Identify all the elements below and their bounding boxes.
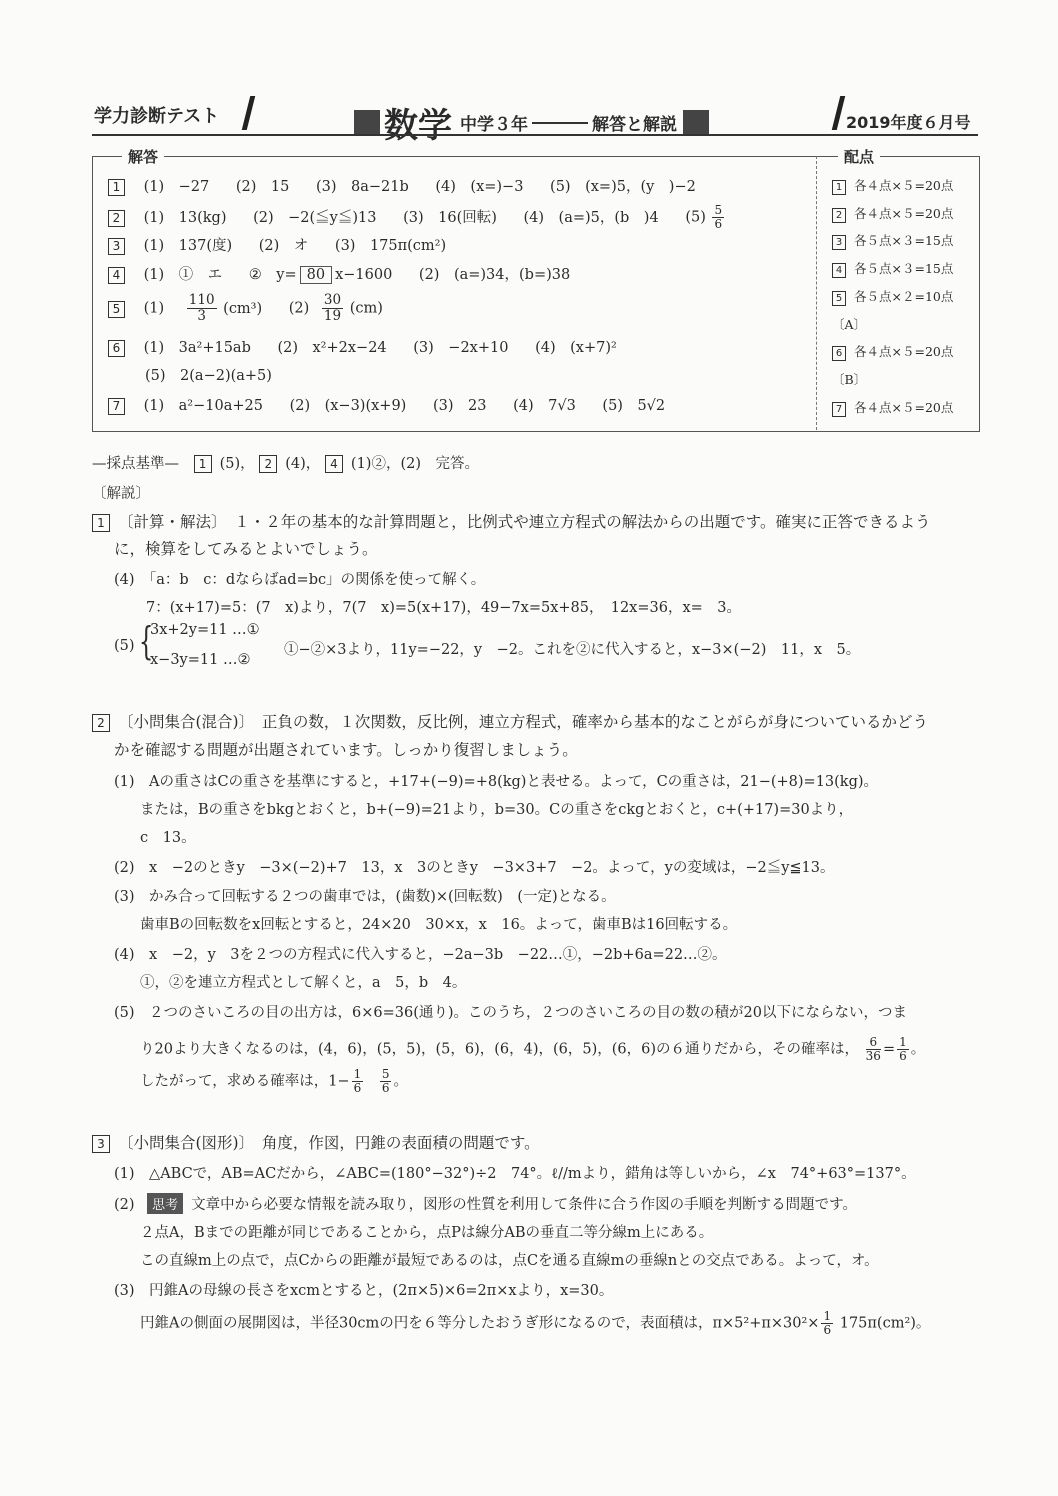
answer-item: (1) 13(kg) <box>143 209 227 226</box>
criteria-label: —採点基準— <box>92 456 179 472</box>
fraction <box>352 1068 364 1095</box>
s2-line: (5) ２つのさいころの目の出方は，6×6=36(通り)。このうち，２つのさいころの目の数の積が20以下にならない，つま <box>114 1005 907 1021</box>
answer-title: 解答と解説 <box>592 115 677 135</box>
s3-text: 175π(cm²)。 <box>839 1315 931 1332</box>
s3-text: 文章中から必要な情報を読み取り，図形の性質を利用して条件に合う作図の手順を判断する問題です。 <box>191 1197 858 1213</box>
question-number: 6 <box>832 346 846 361</box>
s1-item-label: (5) <box>114 638 135 654</box>
question-number: 1 <box>832 180 846 195</box>
answer-item: (5) <box>685 209 706 226</box>
answer-item: (2) <box>288 300 310 317</box>
fraction-denominator: 6 <box>714 217 723 231</box>
question-number: 3 <box>108 238 125 255</box>
system-eq-2: x−3y=11 …② <box>150 652 251 668</box>
test-name: 学力診断テスト <box>94 106 220 127</box>
answer-item: (5) 2(a−2)(a+5) <box>145 368 272 384</box>
answer-item: (cm³) <box>223 300 263 317</box>
answer-item: (2) 15 <box>235 179 290 195</box>
s2-text: り20より大きくなるのは，(4，6)，(5，5)，(5，6)，(6，4)，(6，5)，(6，6)の６通りだから，その確率は， <box>140 1041 860 1058</box>
question-number: 1 <box>92 514 110 532</box>
question-number: 2 <box>92 714 110 732</box>
question-number: 5 <box>832 291 846 306</box>
answer-item: (3) −2x+10 <box>413 340 509 356</box>
period: 。 <box>910 1041 926 1058</box>
subject-mark-right <box>683 110 709 136</box>
answer-item: (1) a²−10a+25 <box>143 398 263 414</box>
answer-item: (2) オ <box>258 238 309 254</box>
s2-line: (2) x −2のときy −3×(−2)+7 13，x 3のときy −3×3+7 −2。よって，yの変域は，−2≦y≦13。 <box>114 860 835 876</box>
answer-item: (3) 175π(cm²) <box>334 238 447 254</box>
s3-line-think <box>114 1193 857 1214</box>
s3-text: 円錐Aの側面の展開図は，半径30cmの円を６等分したおうぎ形になるので，表面積は，π×5²+π×30²× <box>140 1315 820 1332</box>
answer-item: (4) (x=)−3 <box>435 179 524 195</box>
answer-item: (1) −27 <box>143 179 210 195</box>
score-text: 各５点×３=15点 <box>854 233 954 248</box>
answer-row-5 <box>108 293 383 324</box>
header-slash-right <box>832 96 845 130</box>
answer-row-4 <box>108 263 592 284</box>
section-title-text: 〔小問集合(図形)〕 角度，作図，円錐の表面積の問題です。 <box>118 1134 540 1152</box>
score-row <box>832 287 953 306</box>
question-number: 1 <box>108 179 125 196</box>
score-text: 各４点×５=20点 <box>854 400 954 415</box>
s2-line: または，Bの重さをbkgとおくと，b+(−9)=21より，b=30。Cの重さをckgとおくと，c+(+17)=30より， <box>140 802 854 818</box>
s2-line-prob <box>140 1036 925 1063</box>
answer-item: (3) 16(回転) <box>403 209 497 226</box>
answers-label: 解答 <box>122 146 164 167</box>
score-row <box>832 259 953 278</box>
fraction-denominator: 3 <box>197 308 206 324</box>
answer-row-1 <box>108 175 718 196</box>
answer-item: (1) 3a²+15ab <box>143 340 251 356</box>
fraction-numerator: 30 <box>323 292 342 308</box>
section-title-text: 〔小問集合(混合)〕 正負の数，１次関数，反比例，連立方程式，確率から基本的なことがらが身についているかどう <box>118 713 929 731</box>
subject-mark-left <box>354 110 380 136</box>
s1-line: ①−②×3より，11y=−22，y −2。これを②に代入すると，x−3×(−2) 11，x 5。 <box>284 642 861 658</box>
fraction <box>897 1036 909 1063</box>
question-number: 2 <box>259 455 277 473</box>
score-text: 各４点×５=20点 <box>854 344 954 359</box>
s3-line: この直線m上の点で，点Cからの距離が最短であるのは，点Cを通る直線mの垂線nとの交点である。よって，オ。 <box>140 1253 879 1269</box>
answer-item: (5) 5√2 <box>602 398 666 414</box>
question-number: 4 <box>108 267 125 284</box>
s2-line: c 13。 <box>140 830 196 846</box>
scoring-criteria <box>92 452 479 473</box>
question-number: 4 <box>325 455 343 473</box>
s2-text: したがって，求める確率は，1− <box>140 1073 350 1090</box>
fraction <box>380 1068 392 1095</box>
question-number: 3 <box>832 235 846 250</box>
answer-item: (2) −2(≦y≦)13 <box>253 209 377 226</box>
answer-item: (1) <box>143 300 165 317</box>
fraction-denominator: 36 <box>865 1049 881 1063</box>
period: 。 <box>393 1073 408 1090</box>
answer-item: (2) (a=)34，(b=)38 <box>418 267 571 283</box>
answer-row-3 <box>108 234 468 255</box>
fraction-numerator: 5 <box>714 203 723 217</box>
answer-fraction <box>322 293 343 324</box>
s1-line: 7：(x+17)=5：(7 x)より，7(7 x)=5(x+17)，49−7x=5x+85， 12x=36，x= 3。 <box>146 600 742 616</box>
scores-label: 配点 <box>838 146 880 167</box>
answer-item: (4) (a=)5，(b )4 <box>523 209 659 226</box>
s2-line: (1) Aの重さはCの重さを基準にすると，+17+(−9)=+8(kg)と表せる。よって，Cの重さは，21−(+8)=13(kg)。 <box>114 774 879 790</box>
header-dash <box>532 122 588 124</box>
score-group-label: 〔A〕 <box>832 317 867 332</box>
header-rule <box>92 134 978 136</box>
grade-label: 中学３年 <box>460 115 528 135</box>
criteria-text: (4)， <box>285 456 321 472</box>
fraction-denominator: 6 <box>823 1323 832 1337</box>
question-number: 4 <box>832 263 846 278</box>
criteria-text: (1)②，(2) 完答。 <box>350 456 479 472</box>
answer-item: (3) 23 <box>432 398 487 414</box>
score-row <box>832 204 953 223</box>
score-text: 各４点×５=20点 <box>854 178 954 193</box>
answer-item: (2) x²+2x−24 <box>277 340 387 356</box>
system-brace: { <box>138 619 154 663</box>
fraction-numerator: 110 <box>188 292 215 308</box>
score-row <box>832 176 953 195</box>
answer-item: (2) (x−3)(x+9) <box>289 398 407 414</box>
question-number: 6 <box>108 340 125 357</box>
score-text: 各５点×２=10点 <box>854 289 954 304</box>
answer-row-6 <box>108 336 639 357</box>
s2-line: ①，②を連立方程式として解くと，a 5，b 4。 <box>140 975 467 991</box>
s2-line: (3) かみ合って回転する２つの歯車では，(歯数)×(回転数) (一定)となる。 <box>114 889 616 905</box>
question-number: 7 <box>832 402 846 417</box>
s3-line-area <box>140 1310 930 1337</box>
question-number: 5 <box>108 301 125 318</box>
answer-item: ② y= <box>248 267 297 283</box>
s1-line: (4) 「a：b c：dならばad=bc」の関係を使って解く。 <box>114 572 486 588</box>
s2-line: (4) x −2，y 3を２つの方程式に代入すると，−2a−3b −22…①，−2b+6a=22…②。 <box>114 947 727 963</box>
answer-item: x−1600 <box>335 267 393 283</box>
answer-fraction <box>712 204 724 231</box>
question-number: 3 <box>92 1135 110 1153</box>
criteria-text: (5)， <box>219 456 255 472</box>
fraction-denominator: 6 <box>381 1081 390 1095</box>
answer-row-7 <box>108 394 687 415</box>
answer-fraction <box>187 293 217 324</box>
fraction-numerator: 5 <box>381 1067 390 1081</box>
item-label: (2) <box>114 1197 135 1213</box>
fraction-denominator: 19 <box>323 308 342 324</box>
question-number: 7 <box>108 398 125 415</box>
answer-row-6-cont <box>145 364 294 385</box>
subject-title: 数学 <box>384 106 452 146</box>
fraction-denominator: 6 <box>353 1081 362 1095</box>
fraction <box>866 1036 881 1063</box>
question-number: 2 <box>108 210 125 227</box>
score-row <box>832 342 953 361</box>
score-text: 各５点×３=15点 <box>854 261 954 276</box>
answer-row-2 <box>108 204 726 231</box>
s3-line: (1) △ABCで，AB=ACだから，∠ABC=(180°−32°)÷2 74°。ℓ//mより，錯角は等しいから，∠x 74°+63°=137°。 <box>114 1166 916 1182</box>
score-row <box>832 398 953 417</box>
answer-item: (4) 7√3 <box>513 398 576 414</box>
issue-label: 2019年度６月号 <box>846 113 971 132</box>
answer-box-divider <box>816 156 817 430</box>
fraction <box>821 1310 833 1337</box>
section-3-title <box>92 1131 540 1153</box>
section-2-title-cont: かを確認する問題が出題されています。しっかり復習しましょう。 <box>114 741 578 759</box>
s3-line: (3) 円錐Aの母線の長さをxcmとすると，(2π×5)×6=2π×xより，x=30。 <box>114 1283 614 1299</box>
fraction-numerator: 1 <box>823 1309 832 1323</box>
question-number: 1 <box>194 455 212 473</box>
answer-item: (5) (x=)5，(y )−2 <box>550 179 696 195</box>
score-group-label: 〔B〕 <box>832 372 867 387</box>
fraction-numerator: 1 <box>899 1035 907 1049</box>
answer-item: (1) 137(度) <box>143 238 233 254</box>
answer-boxed-value: 80 <box>300 266 332 284</box>
section-1-title <box>92 510 931 532</box>
score-text: 各４点×５=20点 <box>854 206 954 221</box>
fraction-denominator: 6 <box>899 1049 907 1063</box>
answer-item: (cm) <box>349 300 383 317</box>
s2-line: 歯車Bの回転数をx回転とすると，24×20 30×x，x 16。よって，歯車Bは16回転する。 <box>140 917 738 933</box>
section-1-title-cont: に，検算をしてみるとよいでしょう。 <box>114 540 378 558</box>
thinking-tag: 思考 <box>147 1193 183 1214</box>
explanation-heading: 〔解説〕 <box>92 486 150 502</box>
section-2-title <box>92 710 928 732</box>
score-row <box>832 231 953 250</box>
equals-sign: = <box>882 1041 896 1058</box>
s2-line-final <box>140 1068 408 1095</box>
system-eq-1: 3x+2y=11 …① <box>150 622 260 638</box>
section-title-text: 〔計算・解法〕 １・２年の基本的な計算問題と，比例式や連立方程式の解法からの出題です。確実に正答できるよう <box>118 513 931 531</box>
fraction-numerator: 1 <box>353 1067 362 1081</box>
answer-item: (3) 8a−21b <box>315 179 409 195</box>
answer-item: (1) ① エ <box>143 267 223 283</box>
answer-item: (4) (x+7)² <box>535 340 617 356</box>
header-slash-left <box>242 96 255 130</box>
question-number: 2 <box>832 208 846 223</box>
fraction-numerator: 6 <box>866 1036 881 1050</box>
subject-block <box>354 98 709 147</box>
s3-line: ２点A，Bまでの距離が同じであることから，点Pは線分ABの垂直二等分線m上にある。 <box>140 1225 714 1241</box>
